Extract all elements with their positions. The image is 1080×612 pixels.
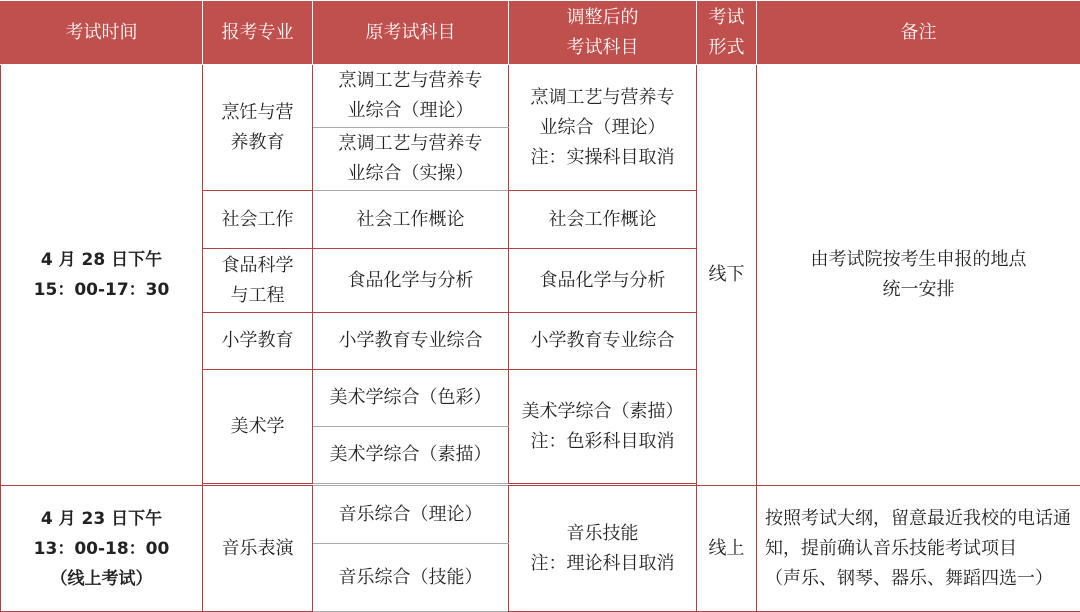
time-date: 4 月 23 日下午 <box>40 508 163 529</box>
major-cell: 烹饪与营 养教育 <box>203 65 313 191</box>
header-form: 考试 形式 <box>697 1 757 65</box>
time-cell-2 <box>1 486 203 612</box>
major-cell: 美术学 <box>203 370 313 484</box>
adj-subject: 音乐技能 注：理论科目取消 <box>509 486 697 612</box>
major-cell: 小学教育 <box>203 313 313 370</box>
header-major: 报考专业 <box>203 1 313 65</box>
adj-subject: 烹调工艺与营养专 业综合（理论） 注：实操科目取消 <box>509 65 697 191</box>
header-row <box>1 1 1080 65</box>
orig-subject: 美术学综合（素描） <box>313 427 509 484</box>
adj-subject: 小学教育专业综合 <box>509 313 697 370</box>
form-cell: 线上 <box>697 486 757 612</box>
orig-subject: 美术学综合（色彩） <box>313 370 509 427</box>
notes-cell: 按照考试大纲，留意最近我校的电话通知，提前确认音乐技能考试项目 （声乐、钢琴、器乐、舞蹈四选一） <box>757 486 1080 612</box>
header-original-subject: 原考试科目 <box>313 1 509 65</box>
header-time: 考试时间 <box>1 1 203 65</box>
orig-subject: 食品化学与分析 <box>313 249 509 313</box>
time-range: 13：00-18：00 <box>33 538 170 559</box>
orig-subject: 社会工作概论 <box>313 191 509 249</box>
major-cell: 音乐表演 <box>203 486 313 612</box>
time-cell-1 <box>1 65 203 486</box>
time-range: 15：00-17：30 <box>33 280 170 300</box>
header-notes: 备注 <box>757 1 1080 65</box>
orig-subject: 烹调工艺与营养专 业综合（实操） <box>313 128 509 191</box>
adj-subject: 社会工作概论 <box>509 191 697 249</box>
adj-subject: 美术学综合（素描） 注：色彩科目取消 <box>509 370 697 484</box>
adj-subject: 食品化学与分析 <box>509 249 697 313</box>
header-adjusted-subject: 调整后的 考试科目 <box>509 1 697 65</box>
major-cell: 社会工作 <box>203 191 313 249</box>
time-mode: （线上考试） <box>50 568 153 589</box>
orig-subject: 小学教育专业综合 <box>313 313 509 370</box>
form-cell: 线下 <box>697 65 757 486</box>
time-date: 4 月 28 日下午 <box>40 250 163 270</box>
orig-subject: 烹调工艺与营养专 业综合（理论） <box>313 65 509 128</box>
orig-subject: 音乐综合（技能） <box>313 544 509 612</box>
major-cell: 食品科学 与工程 <box>203 249 313 313</box>
orig-subject: 音乐综合（理论） <box>313 486 509 544</box>
notes-cell: 由考试院按考生申报的地点 统一安排 <box>757 65 1080 486</box>
